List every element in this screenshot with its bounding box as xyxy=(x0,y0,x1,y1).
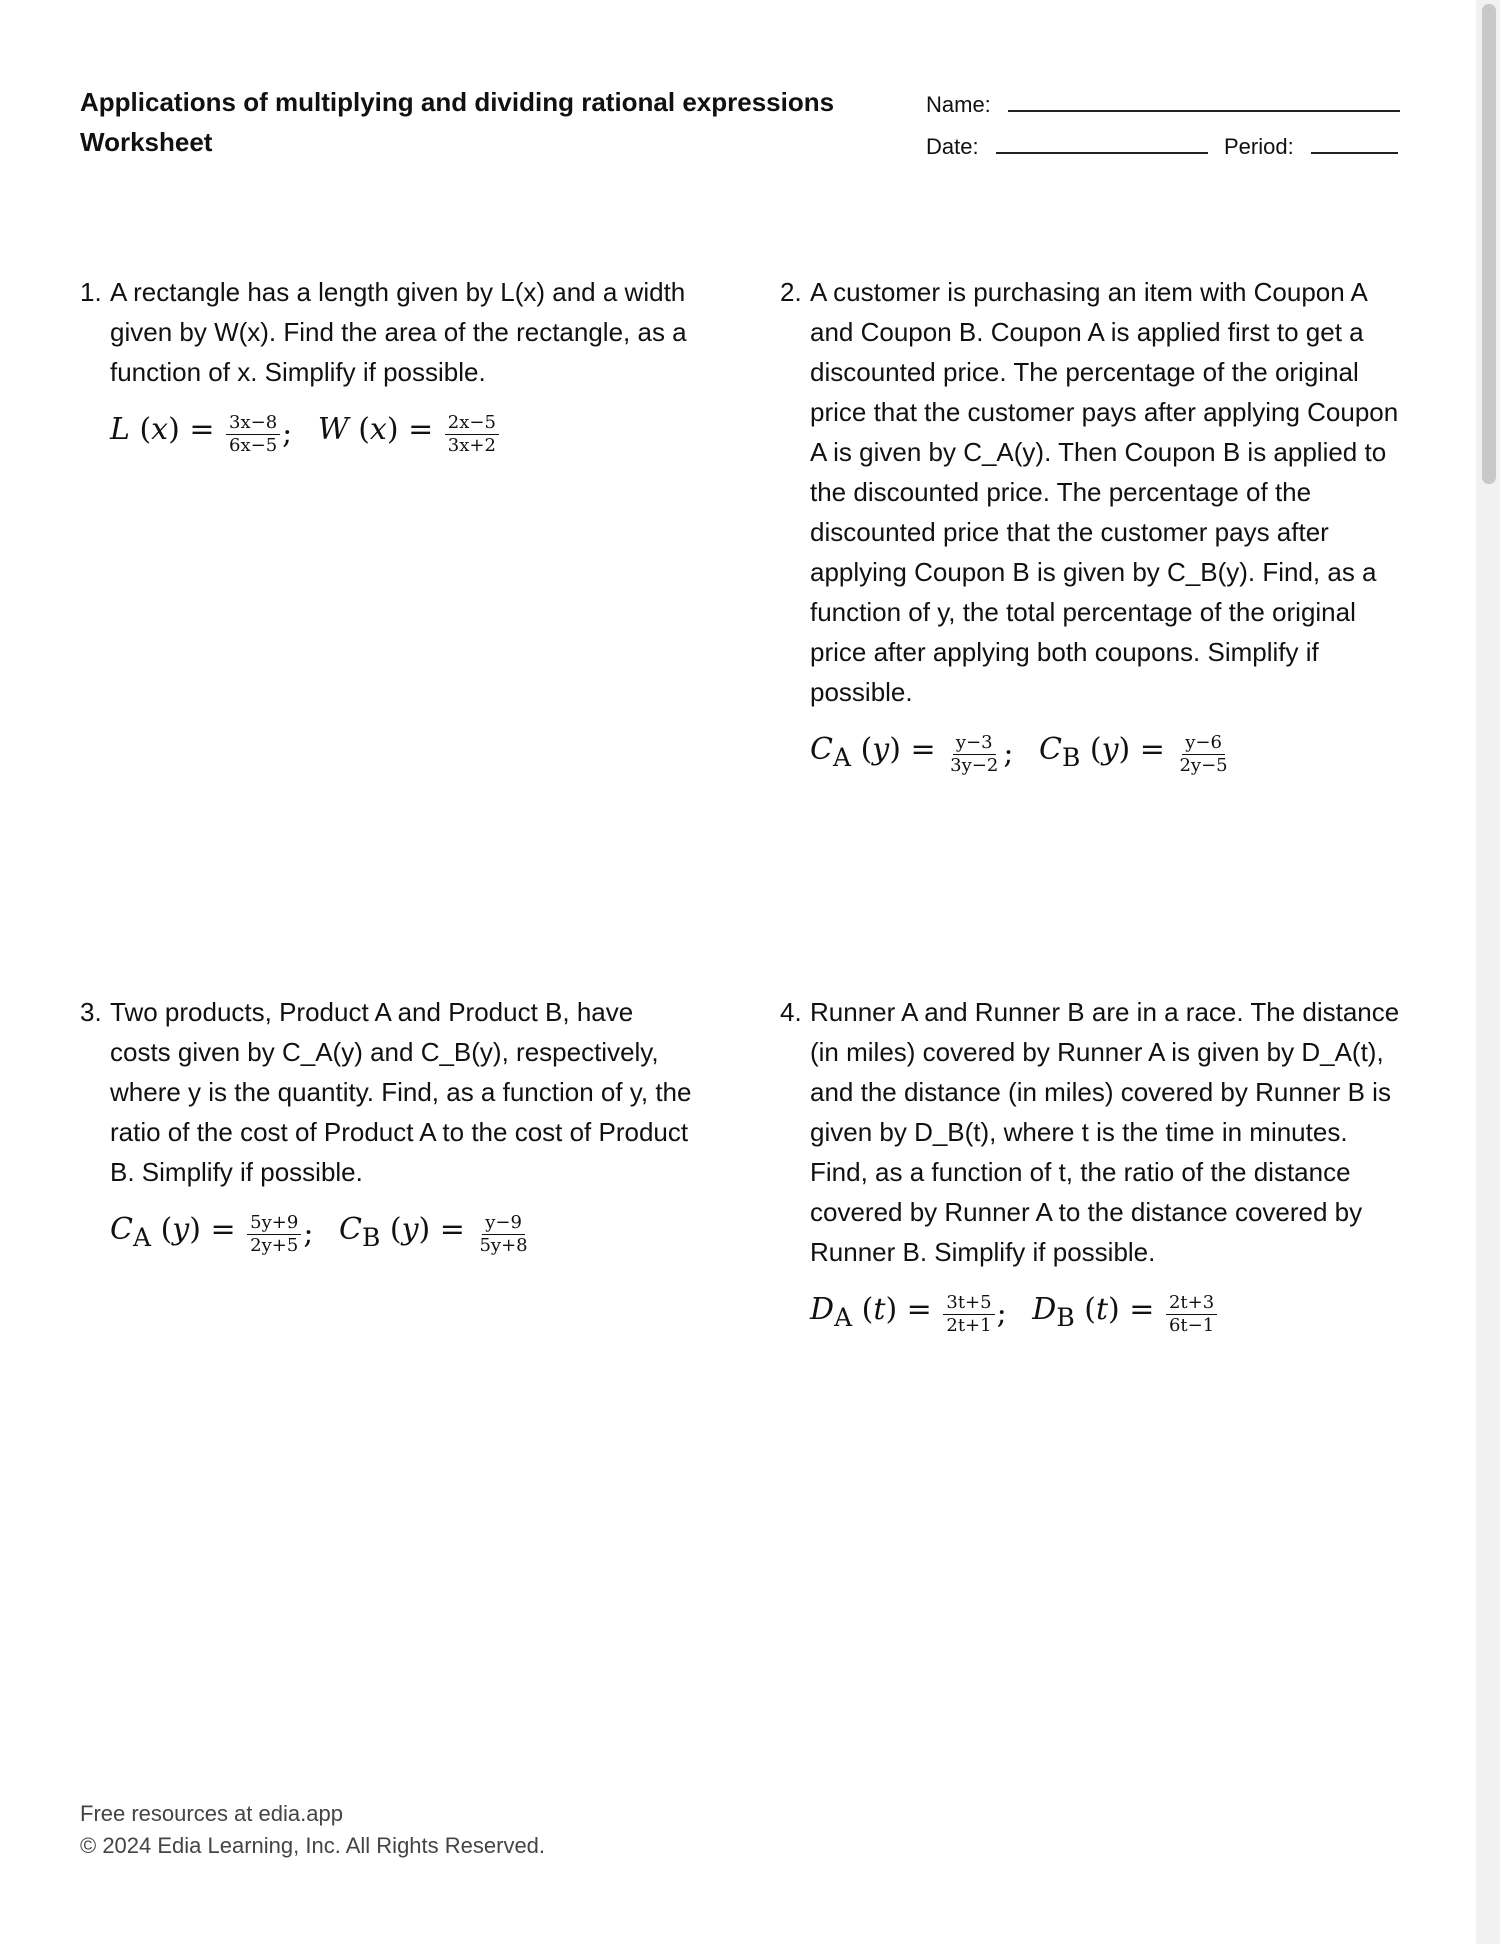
fraction-numerator: 2x−5 xyxy=(445,413,499,435)
fraction xyxy=(947,733,1001,776)
name-label: Name: xyxy=(926,92,991,117)
title-line-1: Applications of multiplying and dividing rational expressions xyxy=(80,87,835,117)
fraction-numerator: y−3 xyxy=(953,733,996,755)
problem-formula: $D_A$ (t) = $\frac{3t+5}{2t+1}$ ; $D_B$ (t) = $\frac{2t+3}{6t-1}$ xyxy=(810,1286,1400,1342)
fraction-denominator: 2y−5 xyxy=(1179,754,1228,776)
function-name: C xyxy=(338,1212,362,1247)
function-variable: t xyxy=(873,1292,886,1327)
function-name: L xyxy=(110,412,130,447)
problem-text: A customer is purchasing an item with Coupon A and Coupon B. Coupon A is applied first to get a discounted price. The percentage of the original price that the customer pays after applying Coupon A is given by C_A(y). Then Coupon B is applied to the discounted price. The percentage of the discounted price that the customer pays after applying Coupon B is given by C_B(y). Find, as a function of y, the total percentage of the original price after applying both coupons. Simplify if possible. xyxy=(810,277,1399,707)
scrollbar-thumb[interactable] xyxy=(1482,4,1496,484)
fraction-numerator: y−9 xyxy=(482,1213,525,1235)
problem-text: Two products, Product A and Product B, have costs given by C_A(y) and C_B(y), respectively, where y is the quantity. Find, as a function of y, the ratio of the cost of Product A to the cost of Product B. Simplify if possible. xyxy=(110,997,692,1187)
function-name: D xyxy=(1032,1292,1057,1327)
fraction-denominator: 2t+1 xyxy=(946,1314,992,1336)
function-subscript: B xyxy=(361,1223,381,1252)
function-subscript: B xyxy=(1056,1303,1075,1332)
problem-text: A rectangle has a length given by L(x) and a width given by W(x). Find the area of the rectangle, as a function of x. Simplify if possible. xyxy=(110,277,687,387)
function-subscript: A xyxy=(834,1303,853,1332)
problem-formula: $C_A$ (y) = $\frac{y-3}{3y-2}$ ; $C_B$ (y) = $\frac{y-6}{2y-5}$ xyxy=(810,726,1400,782)
fraction-numerator: 3x−8 xyxy=(226,413,280,435)
function-name: C xyxy=(1038,732,1062,767)
problem-number: 4. xyxy=(780,997,802,1027)
period-line[interactable] xyxy=(1311,152,1398,154)
problem-2 xyxy=(780,272,1400,782)
fraction xyxy=(476,1213,530,1256)
fraction-numerator: 2t+3 xyxy=(1166,1293,1217,1315)
problem-1 xyxy=(80,272,700,462)
period-label: Period: xyxy=(1224,134,1294,159)
footer-copyright: © 2024 Edia Learning, Inc. All Rights Reserved. xyxy=(80,1833,546,1858)
footer-resources: Free resources at edia.app xyxy=(80,1801,343,1826)
function-variable: y xyxy=(401,1212,419,1247)
fraction xyxy=(1166,1293,1217,1336)
fraction-numerator: 3t+5 xyxy=(943,1293,994,1315)
function-subscript: B xyxy=(1061,743,1081,772)
fraction-denominator: 3x+2 xyxy=(447,434,496,456)
title-line-2: Worksheet xyxy=(80,127,213,157)
function-variable: y xyxy=(872,732,890,767)
fraction-denominator: 6t−1 xyxy=(1168,1314,1215,1336)
problem-formula: L (x) = $\frac{3x-8}{6x-5}$ ; W (x) = $\frac{2x-5}{3x+2}$ xyxy=(110,406,700,462)
function-variable: y xyxy=(1101,732,1119,767)
fraction-numerator: y−6 xyxy=(1182,733,1225,755)
problem-formula: $C_A$ (y) = $\frac{5y+9}{2y+5}$ ; $C_B$ (y) = $\frac{y-9}{5y+8}$ xyxy=(110,1206,700,1262)
fraction xyxy=(445,413,499,456)
problem-number: 1. xyxy=(80,277,102,307)
name-line[interactable] xyxy=(1008,110,1400,112)
problem-number: 3. xyxy=(80,997,102,1027)
problem-number: 2. xyxy=(780,277,802,307)
fraction xyxy=(943,1293,994,1336)
fraction-numerator: 5y+9 xyxy=(247,1213,301,1235)
footer xyxy=(80,1798,545,1862)
fraction-denominator: 6x−5 xyxy=(229,434,278,456)
fraction xyxy=(226,413,280,456)
problem-4 xyxy=(780,992,1400,1342)
function-subscript: A xyxy=(832,743,852,772)
function-variable: x xyxy=(151,412,169,447)
worksheet-title xyxy=(80,82,900,162)
function-variable: t xyxy=(1095,1292,1109,1327)
function-name: D xyxy=(810,1292,835,1327)
function-name: W xyxy=(317,412,349,447)
function-subscript: A xyxy=(132,1223,152,1252)
fraction-denominator: 5y+8 xyxy=(479,1234,528,1256)
problem-3 xyxy=(80,992,700,1262)
vertical-scrollbar[interactable] xyxy=(1476,0,1500,1944)
function-name: C xyxy=(810,732,833,767)
function-variable: y xyxy=(172,1212,190,1247)
fraction xyxy=(1176,733,1230,776)
fraction-denominator: 3y−2 xyxy=(950,754,999,776)
function-name: C xyxy=(110,1212,133,1247)
fraction xyxy=(247,1213,301,1256)
fraction-denominator: 2y+5 xyxy=(250,1234,299,1256)
date-line[interactable] xyxy=(996,152,1208,154)
problem-text: Runner A and Runner B are in a race. The distance (in miles) covered by Runner A is given by D_A(t), and the distance (in miles) covered by Runner B is given by D_B(t), where t is the time in minutes. Find, as a function of t, the ratio of the distance covered by Runner A to the distance covered by Runner B. Simplify if possible. xyxy=(810,997,1400,1267)
function-variable: x xyxy=(369,412,387,447)
date-label: Date: xyxy=(926,134,979,159)
